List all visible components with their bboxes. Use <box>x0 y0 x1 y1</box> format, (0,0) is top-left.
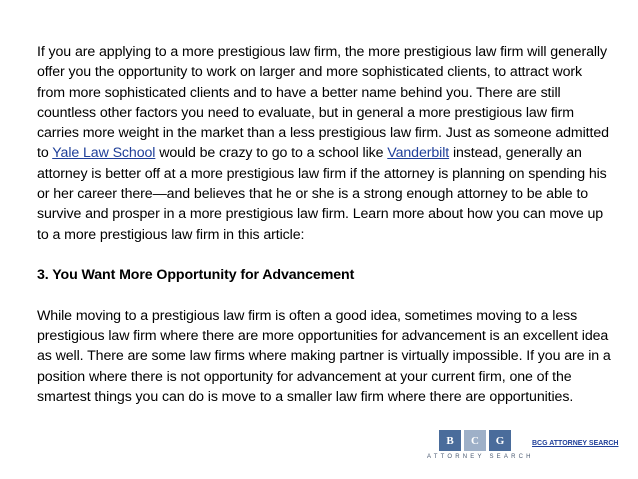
paragraph-intro <box>37 42 612 245</box>
logo-letter-c: C <box>464 430 486 451</box>
spacer <box>37 286 612 306</box>
paragraph-intro-text-2: would be crazy to go to a school like <box>155 145 388 162</box>
paragraph-intro-text-1: If you are applying to a more prestigious law firm, the more prestigious law firm will generally offer you the opportunity to work on larger and more sophisticated clients, to attract work from more sophisticated clients and to have a better name behind you. There are still countless other factors you need to evaluate, but in general a more prestigious law firm carries more weight in the market than a less prestigious law firm. Just as someone admitted to <box>37 44 609 162</box>
yale-law-school-link[interactable]: Yale Law School <box>52 145 156 162</box>
footer <box>417 430 617 464</box>
logo-letter-boxes <box>439 430 511 451</box>
article-body <box>37 42 612 407</box>
paragraph-intro-text-3: instead, generally an attorney is better off at a more prestigious law firm if the attorney is planning on spending his or her career there—and believes that he or she is a strong enough attorney to be able to survive and prosper in a more prestigious law firm. Learn more about how you can move up to a more prestigious law firm in this article: <box>37 145 607 243</box>
logo-letter-g: G <box>489 430 511 451</box>
logo-tagline: ATTORNEY SEARCH <box>427 454 534 460</box>
logo-letter-b: B <box>439 430 461 451</box>
spacer <box>37 245 612 265</box>
vanderbilt-link[interactable]: Vanderbilt <box>387 145 450 162</box>
bcg-logo <box>417 430 534 464</box>
section-heading: 3. You Want More Opportunity for Advancement <box>37 267 355 284</box>
paragraph-advancement: While moving to a prestigious law firm is often a good idea, sometimes moving to a less prestigious law firm where there are more opportunities for advancement is an excellent idea as well. There are some law firms where making partner is virtually impossible. If you are in a position where there is not opportunity for advancement at your current firm, one of the smartest things you can do is move to a smaller law firm where there are opportunities. <box>37 307 611 406</box>
bcg-attorney-search-link[interactable]: BCG ATTORNEY SEARCH <box>532 440 619 447</box>
